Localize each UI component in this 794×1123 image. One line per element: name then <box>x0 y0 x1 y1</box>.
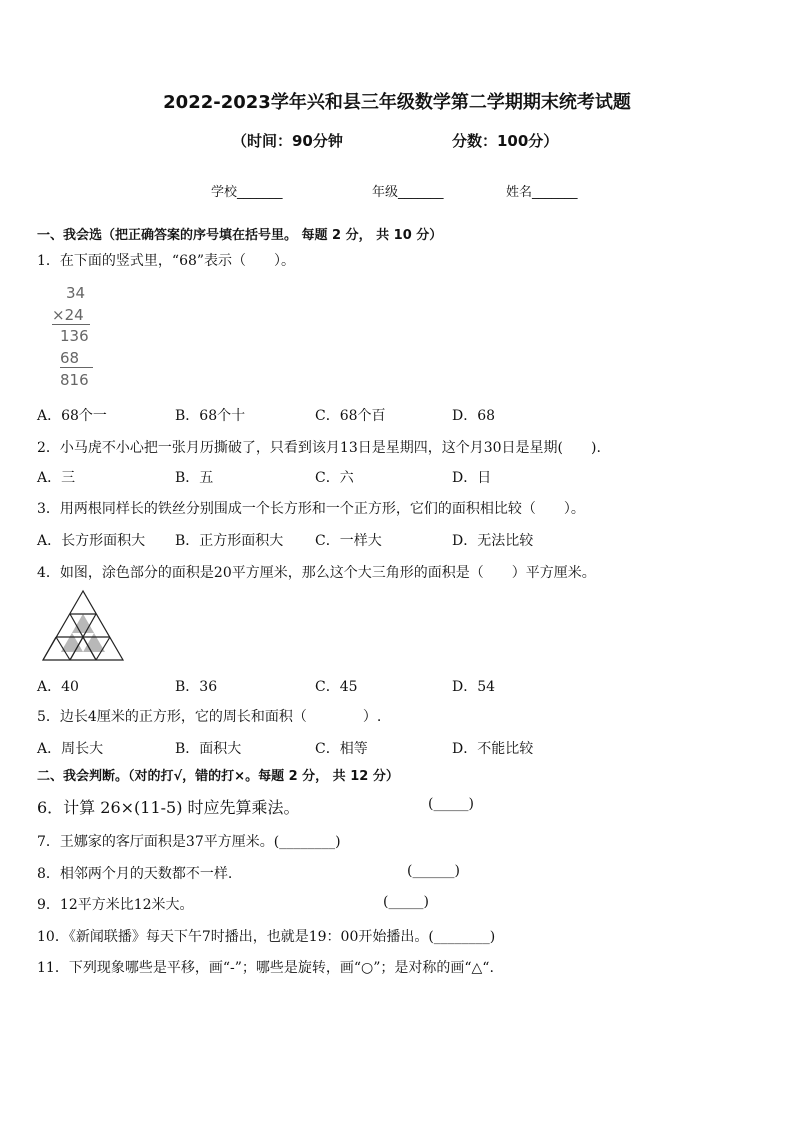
q8-answer-blank: (______) <box>407 863 460 879</box>
name-field: 姓名_______ <box>506 185 578 200</box>
q1-option-a: A．68个一 <box>37 408 107 424</box>
q3-option-a: A．长方形面积大 <box>37 533 146 549</box>
q2-option-b: B．五 <box>175 470 214 486</box>
question-8: 8．相邻两个月的天数都不一样. <box>37 866 233 882</box>
question-7: 7．王娜家的客厅面积是37平方厘米。(________) <box>37 834 341 850</box>
q1-option-b: B．68个十 <box>175 408 246 424</box>
exam-score: 分数：100分） <box>452 132 559 150</box>
q2-option-d: D．日 <box>452 470 492 486</box>
section-1-heading: 一、我会选（把正确答案的序号填在括号里。 每题 2 分， 共 10 分） <box>37 228 443 243</box>
q1-option-d: D．68 <box>452 408 496 424</box>
school-field: 学校_______ <box>211 185 283 200</box>
q9-answer-blank: (_____) <box>383 894 429 910</box>
q1-option-c: C．68个百 <box>315 408 386 424</box>
q3-option-b: B．正方形面积大 <box>175 533 284 549</box>
vertical-line: 816 <box>60 371 89 389</box>
vertical-line: 34 <box>66 284 86 302</box>
q4-option-d: D．54 <box>452 679 496 695</box>
triangle-figure <box>40 588 128 664</box>
vertical-line: 68 <box>60 349 93 368</box>
grade-field: 年级_______ <box>372 185 444 200</box>
q5-option-c: C．相等 <box>315 741 368 757</box>
vertical-line: 136 <box>60 327 89 345</box>
question-10: 10．《新闻联播》每天下午7时播出，也就是19：00开始播出。(________) <box>37 929 496 945</box>
question-1: 1．在下面的竖式里，“68”表示（ ）。 <box>37 253 296 269</box>
question-9: 9．12平方米比12米大。 <box>37 897 194 913</box>
vertical-line: ×24 <box>52 306 90 325</box>
q4-option-b: B．36 <box>175 679 218 695</box>
q3-option-c: C．一样大 <box>315 533 382 549</box>
exam-time: （时间：90分钟 <box>232 132 343 150</box>
question-5: 5．边长4厘米的正方形，它的周长和面积（ ）. <box>37 709 382 725</box>
page-title: 2022-2023学年兴和县三年级数学第二学期期末统考试题 <box>163 92 631 113</box>
question-6: 6．计算 26×(11-5) 时应先算乘法。 <box>37 798 300 817</box>
question-11: 11．下列现象哪些是平移，画“-”；哪些是旋转，画“○”；是对称的画“△“. <box>37 960 494 976</box>
question-2: 2．小马虎不小心把一张月历撕破了，只看到该月13日是星期四，这个月30日是星期( ). <box>37 440 601 456</box>
question-3: 3．用两根同样长的铁丝分别围成一个长方形和一个正方形，它们的面积相比较（ ）。 <box>37 501 585 517</box>
q5-option-a: A．周长大 <box>37 741 104 757</box>
q3-option-d: D．无法比较 <box>452 533 534 549</box>
q4-option-a: A．40 <box>37 679 79 695</box>
q4-option-c: C．45 <box>315 679 358 695</box>
q5-option-d: D．不能比较 <box>452 741 534 757</box>
section-2-heading: 二、我会判断。（对的打√，错的打×。每题 2 分， 共 12 分） <box>37 769 399 784</box>
q5-option-b: B．面积大 <box>175 741 242 757</box>
q2-option-c: C．六 <box>315 470 354 486</box>
q6-answer-blank: (_____) <box>428 796 474 812</box>
question-4: 4．如图，涂色部分的面积是20平方厘米，那么这个大三角形的面积是（ ）平方厘米。 <box>37 565 596 581</box>
q2-option-a: A．三 <box>37 470 76 486</box>
